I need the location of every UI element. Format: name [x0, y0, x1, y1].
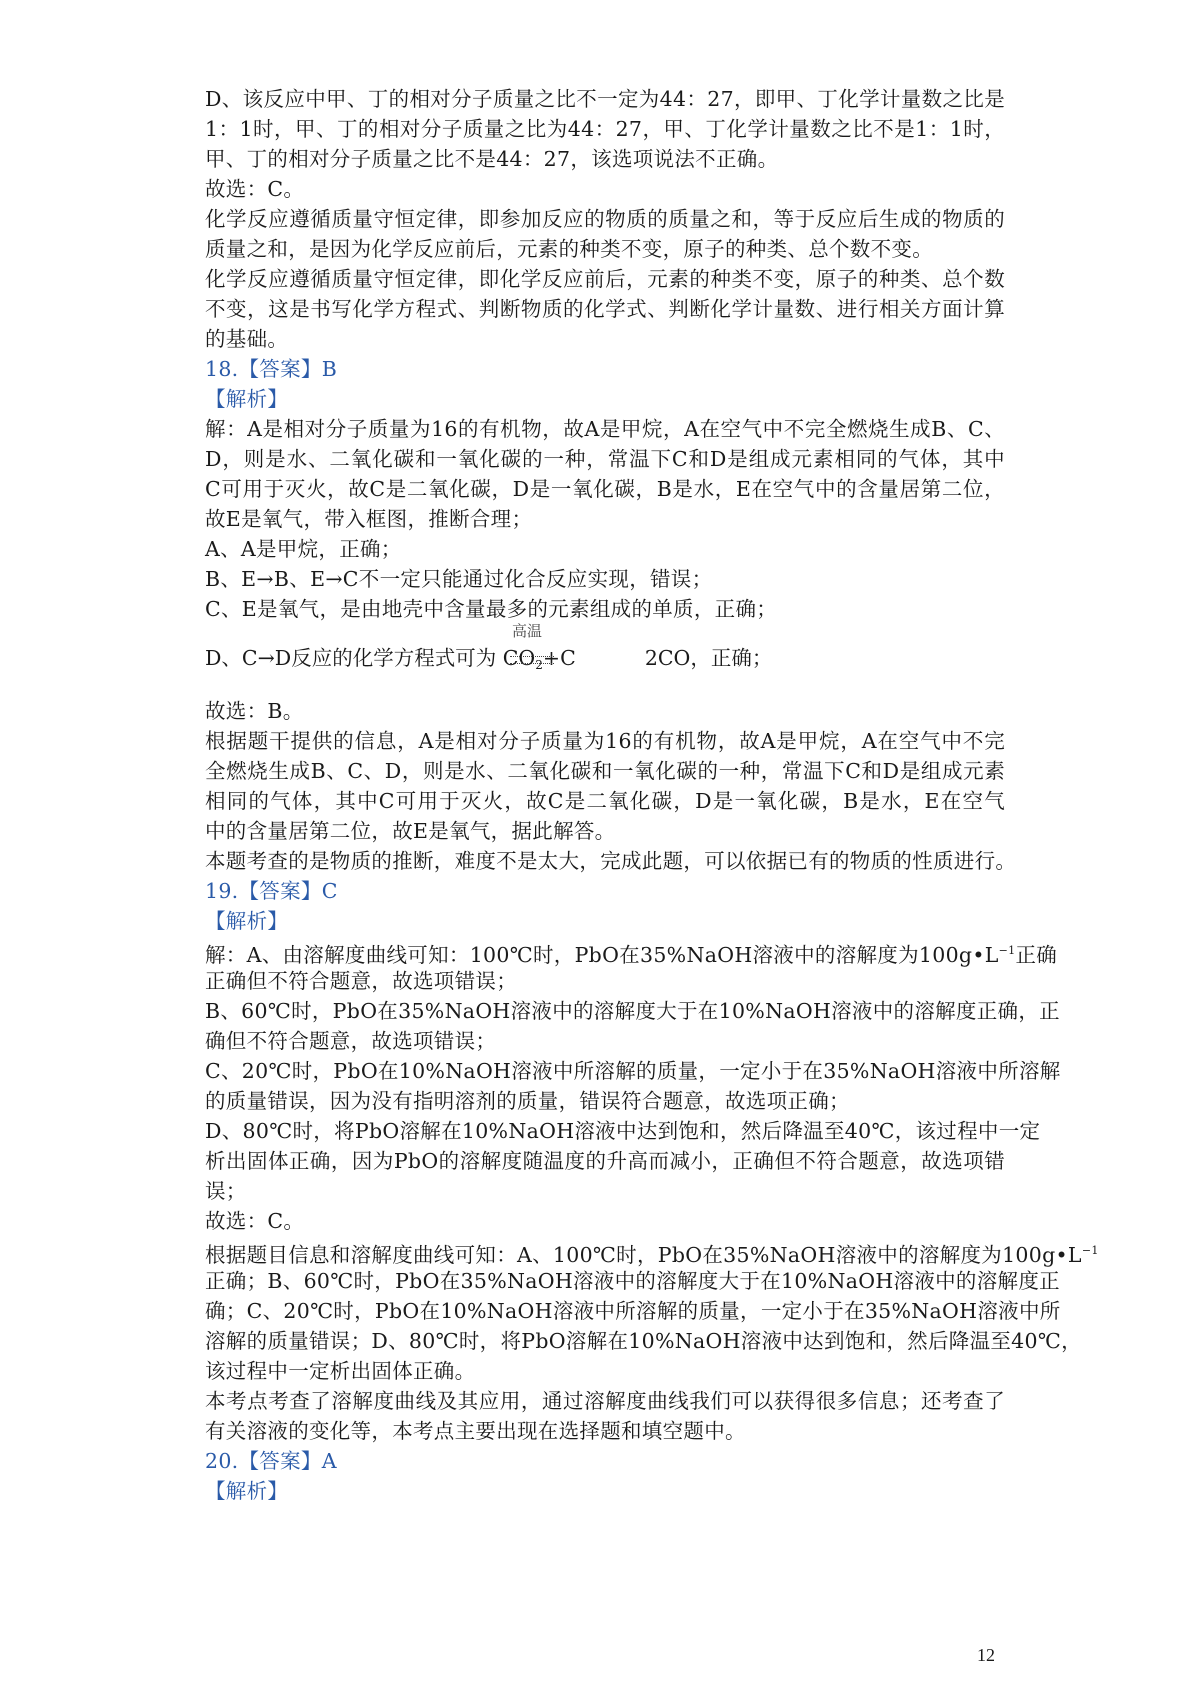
text-line: 故选：C。: [205, 1209, 305, 1233]
text-line: D，则是水、二氧化碳和一氧化碳的一种，常温下C和D是组成元素相同的气体，其中: [205, 447, 1005, 471]
chemical-equation: D、C→D反应的化学方程式可为 $CO_2+C$ 2CO，正确；: [205, 646, 773, 672]
text-line: 解：A、由溶解度曲线可知：100℃时，PbO在35%NaOH溶液中的溶解度为$100g•L^{-1}$正确: [205, 943, 1058, 967]
text-line: A、A是甲烷，正确；: [205, 537, 402, 561]
text-line: B、E→B、E→C不一定只能通过化合反应实现，错误；: [205, 567, 713, 591]
text-line: B、60℃时，PbO在35%NaOH溶液中的溶解度大于在10%NaOH溶液中的溶解度正确，正: [205, 999, 1060, 1023]
text-line: 的基础。: [205, 327, 289, 351]
text-line: C可用于灭火，故C是二氧化碳，D是一氧化碳，B是水，E在空气中的含量居第二位，: [205, 477, 1005, 501]
text-line: 本考点考查了溶解度曲线及其应用，通过溶解度曲线我们可以获得很多信息；还考查了: [205, 1389, 1005, 1413]
text-line: 确；C、20℃时，PbO在10%NaOH溶液中所溶解的质量，一定小于在35%NaOH溶液中所: [205, 1299, 1061, 1323]
text-line: 该过程中一定析出固体正确。: [205, 1359, 476, 1383]
equals-sign: [510, 656, 554, 664]
analysis-heading-18: 【解析】: [205, 387, 289, 411]
text-line: C、E是氧气，是由地壳中含量最多的元素组成的单质，正确；: [205, 597, 778, 621]
text-line: 溶解的质量错误；D、80℃时，将PbO溶解在10%NaOH溶液中达到饱和，然后降温至40℃，: [205, 1329, 1082, 1353]
text-line: 全燃烧生成B、C、D，则是水、二氧化碳和一氧化碳的一种，常温下C和D是组成元素: [205, 759, 1005, 783]
text-line: C、20℃时，PbO在10%NaOH溶液中所溶解的质量，一定小于在35%NaOH溶液中所溶解: [205, 1059, 1061, 1083]
text-line: 正确但不符合题意，故选项错误；: [205, 969, 517, 993]
analysis-heading-19: 【解析】: [205, 909, 289, 933]
text-line: D、80℃时，将PbO溶解在10%NaOH溶液中达到饱和，然后降温至40℃，该过程中一定: [205, 1119, 1041, 1143]
text-line: 的质量错误，因为没有指明溶剂的质量，错误符合题意，故选项正确；: [205, 1089, 850, 1113]
text-line: 化学反应遵循质量守恒定律，即化学反应前后，元素的种类不变，原子的种类、总个数: [205, 267, 1005, 291]
text-line: 正确；B、60℃时，PbO在35%NaOH溶液中的溶解度大于在10%NaOH溶液中的溶解度正: [205, 1269, 1060, 1293]
text-line: 化学反应遵循质量守恒定律，即参加反应的物质的质量之和，等于反应后生成的物质的: [205, 207, 1005, 231]
answer-heading-19: 19.【答案】C: [205, 879, 338, 903]
text-line: 确但不符合题意，故选项错误；: [205, 1029, 497, 1053]
text-line: 故选：B。: [205, 699, 304, 723]
answer-heading-20: 20.【答案】A: [205, 1449, 337, 1473]
text-line: 根据题目信息和溶解度曲线可知：A、100℃时，PbO在35%NaOH溶液中的溶解度为$100g•L^{-1}$: [205, 1243, 1099, 1267]
text-line: 不变，这是书写化学方程式、判断物质的化学式、判断化学计量数、进行相关方面计算: [205, 297, 1005, 321]
reaction-condition: 高温: [512, 622, 543, 640]
analysis-heading-20: 【解析】: [205, 1479, 289, 1503]
text-line: 甲、丁的相对分子质量之比不是44：27，该选项说法不正确。: [205, 147, 779, 171]
text-line: 误；: [205, 1179, 247, 1203]
text-line: 本题考查的是物质的推断，难度不是太大，完成此题，可以依据已有的物质的性质进行。: [205, 849, 1017, 873]
text-line: 质量之和，是因为化学反应前后，元素的种类不变，原子的种类、总个数不变。: [205, 237, 933, 261]
text-line: 根据题干提供的信息，A是相对分子质量为16的有机物，故A是甲烷，A在空气中不完: [205, 729, 1005, 753]
answer-heading-18: 18.【答案】B: [205, 357, 338, 381]
text-line: 相同的气体，其中C可用于灭火，故C是二氧化碳，D是一氧化碳，B是水，E在空气: [205, 789, 1005, 813]
text-line: 中的含量居第二位，故E是氧气，据此解答。: [205, 819, 616, 843]
text-line: 故E是氧气，带入框图，推断合理；: [205, 507, 533, 531]
text-line: 1：1时，甲、丁的相对分子质量之比为44：27，甲、丁化学计量数之比不是1：1时，: [205, 117, 1005, 141]
text-line: D、该反应中甲、丁的相对分子质量之比不一定为44：27，即甲、丁化学计量数之比是: [205, 87, 1005, 111]
text-line: 析出固体正确，因为PbO的溶解度随温度的升高而减小，正确但不符合题意，故选项错: [205, 1149, 1005, 1173]
text-line: 有关溶液的变化等，本考点主要出现在选择题和填空题中。: [205, 1419, 746, 1443]
page-number: 12: [977, 1645, 995, 1665]
text-line: 故选：C。: [205, 177, 305, 201]
text-line: 解：A是相对分子质量为16的有机物，故A是甲烷，A在空气中不完全燃烧生成B、C、: [205, 417, 1005, 441]
